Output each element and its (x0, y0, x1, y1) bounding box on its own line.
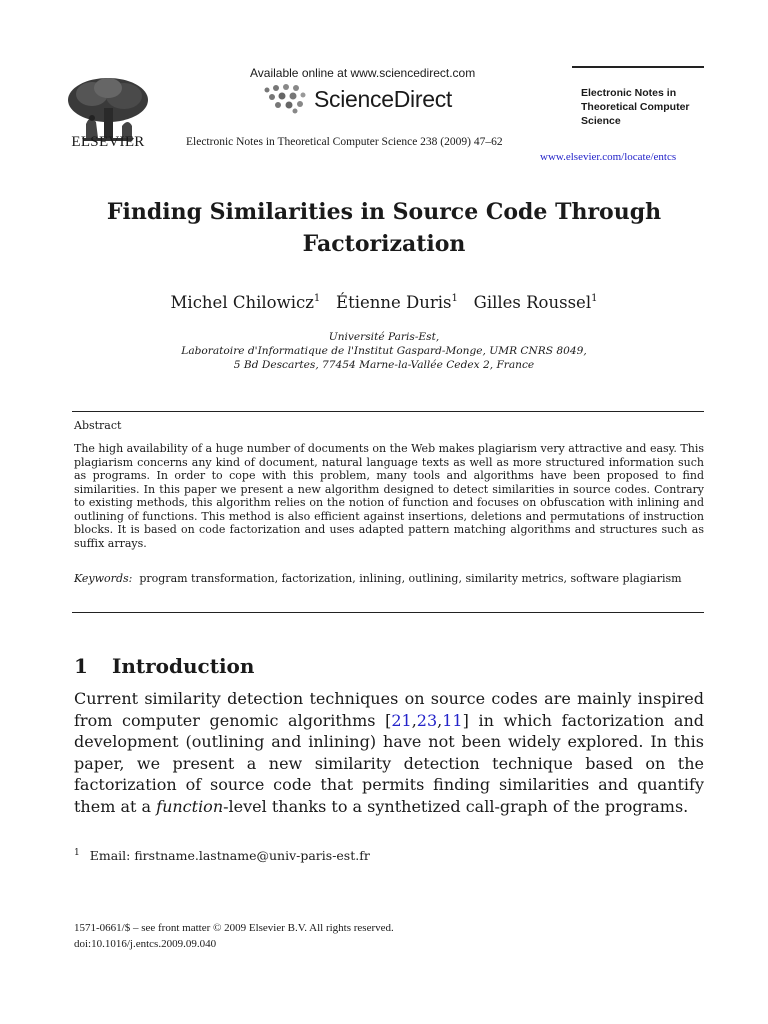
copyright-footer (74, 920, 394, 952)
author-footnote-mark[interactable]: 1 (451, 293, 458, 304)
keywords-list: program transformation, factorization, inlining, outlining, similarity metrics, software plagiarism (139, 572, 682, 585)
abstract-body: The high availability of a huge number of documents on the Web makes plagiarism very attractive and easy. This plagiarism concerns any kind of document, natural language texts as well as more structured information such as programs. In order to cope with this problem, many tools and algorithms have been proposed to find similarities. In this paper we present a new algorithm designed to detect similarities in source codes. Contrary to existing methods, this algorithm relies on the notion of function and focuses on obfuscation with inlining and outlining of functions. This method is also efficient against insertions, deletions and permutations of instruction blocks. It is based on code factorization and uses adapted pattern matching algorithms and structures such as suffix arrays. (74, 442, 704, 550)
abstract-heading: Abstract (74, 419, 122, 432)
footnote (74, 848, 370, 863)
paragraph-text: Current similarity detection techniques on source codes are mainly inspired from computer genomic algorithms [ (74, 689, 704, 730)
journal-citation: Electronic Notes in Theoretical Computer Science 238 (2009) 47–62 (186, 136, 503, 148)
copyright-line: 1571-0661/$ – see front matter © 2009 Elsevier B.V. All rights reserved. (74, 922, 394, 934)
citation-link[interactable]: 21 (391, 710, 412, 730)
citation-link[interactable]: 11 (442, 710, 463, 730)
section-number: 1 (74, 654, 88, 678)
affiliation-line: 5 Bd Descartes, 77454 Marne-la-Vallée Cedex 2, France (233, 359, 535, 371)
publisher-name: ELSEVIER (71, 134, 145, 150)
author-name: Michel Chilowicz (170, 293, 314, 312)
affiliation-line: Université Paris-Est, (328, 331, 440, 343)
author-name: Étienne Duris (336, 293, 452, 312)
paragraph-text: ] in which factorization and development (outlining and inlining) have not been widely explored. In this paper, we present a new similarity detection technique based on the factorization of source code that permits finding similarities and quantify them at a (74, 710, 704, 816)
keywords-label: Keywords: (74, 572, 133, 585)
sciencedirect-wordmark[interactable]: ScienceDirect (314, 86, 452, 112)
doi-line: doi:10.1016/j.entcs.2009.09.040 (74, 938, 217, 950)
author-list (40, 293, 728, 312)
section-title: Introduction (112, 654, 255, 678)
emphasis-text: function (156, 796, 224, 816)
available-online-text[interactable]: Available online at www.sciencedirect.com (250, 66, 476, 80)
abstract-bottom-rule (72, 612, 704, 613)
paragraph-text: -level thanks to a synthetized call-graph of the programs. (223, 796, 689, 816)
footnote-mark: 1 (74, 848, 80, 858)
citation-link[interactable]: 23 (416, 710, 438, 730)
journal-box-title: Electronic Notes in Theoretical Computer Science (581, 87, 690, 127)
introduction-paragraph: Current similarity detection techniques on source codes are mainly inspired from computer genomic algorithms [21,23,11] in which factorization and development (outlining and inlining) have not been widely explored. In this paper, we present a new similarity detection technique based on the factorization of source code that permits finding similarities and quantify them at a function-level thanks to a synthetized call-graph of the programs. (74, 689, 704, 816)
author-footnote-mark[interactable]: 1 (313, 293, 321, 304)
journal-url-link[interactable]: www.elsevier.com/locate/entcs (540, 151, 677, 163)
paper-title: Finding Similarities in Source Code Through Factorization (106, 199, 662, 257)
footnote-text: Email: firstname.lastname@univ-paris-est.fr (89, 848, 370, 863)
sciencedirect-dots-icon (262, 82, 308, 114)
abstract-top-rule (72, 411, 704, 412)
author-name: Gilles Roussel (473, 293, 592, 312)
author-footnote-mark[interactable]: 1 (591, 293, 598, 304)
affiliation-line: Laboratoire d'Informatique de l'Institut Gaspard-Monge, UMR CNRS 8049, (181, 345, 587, 357)
keywords (74, 572, 704, 586)
section-heading (74, 654, 254, 678)
affiliation (40, 330, 728, 372)
